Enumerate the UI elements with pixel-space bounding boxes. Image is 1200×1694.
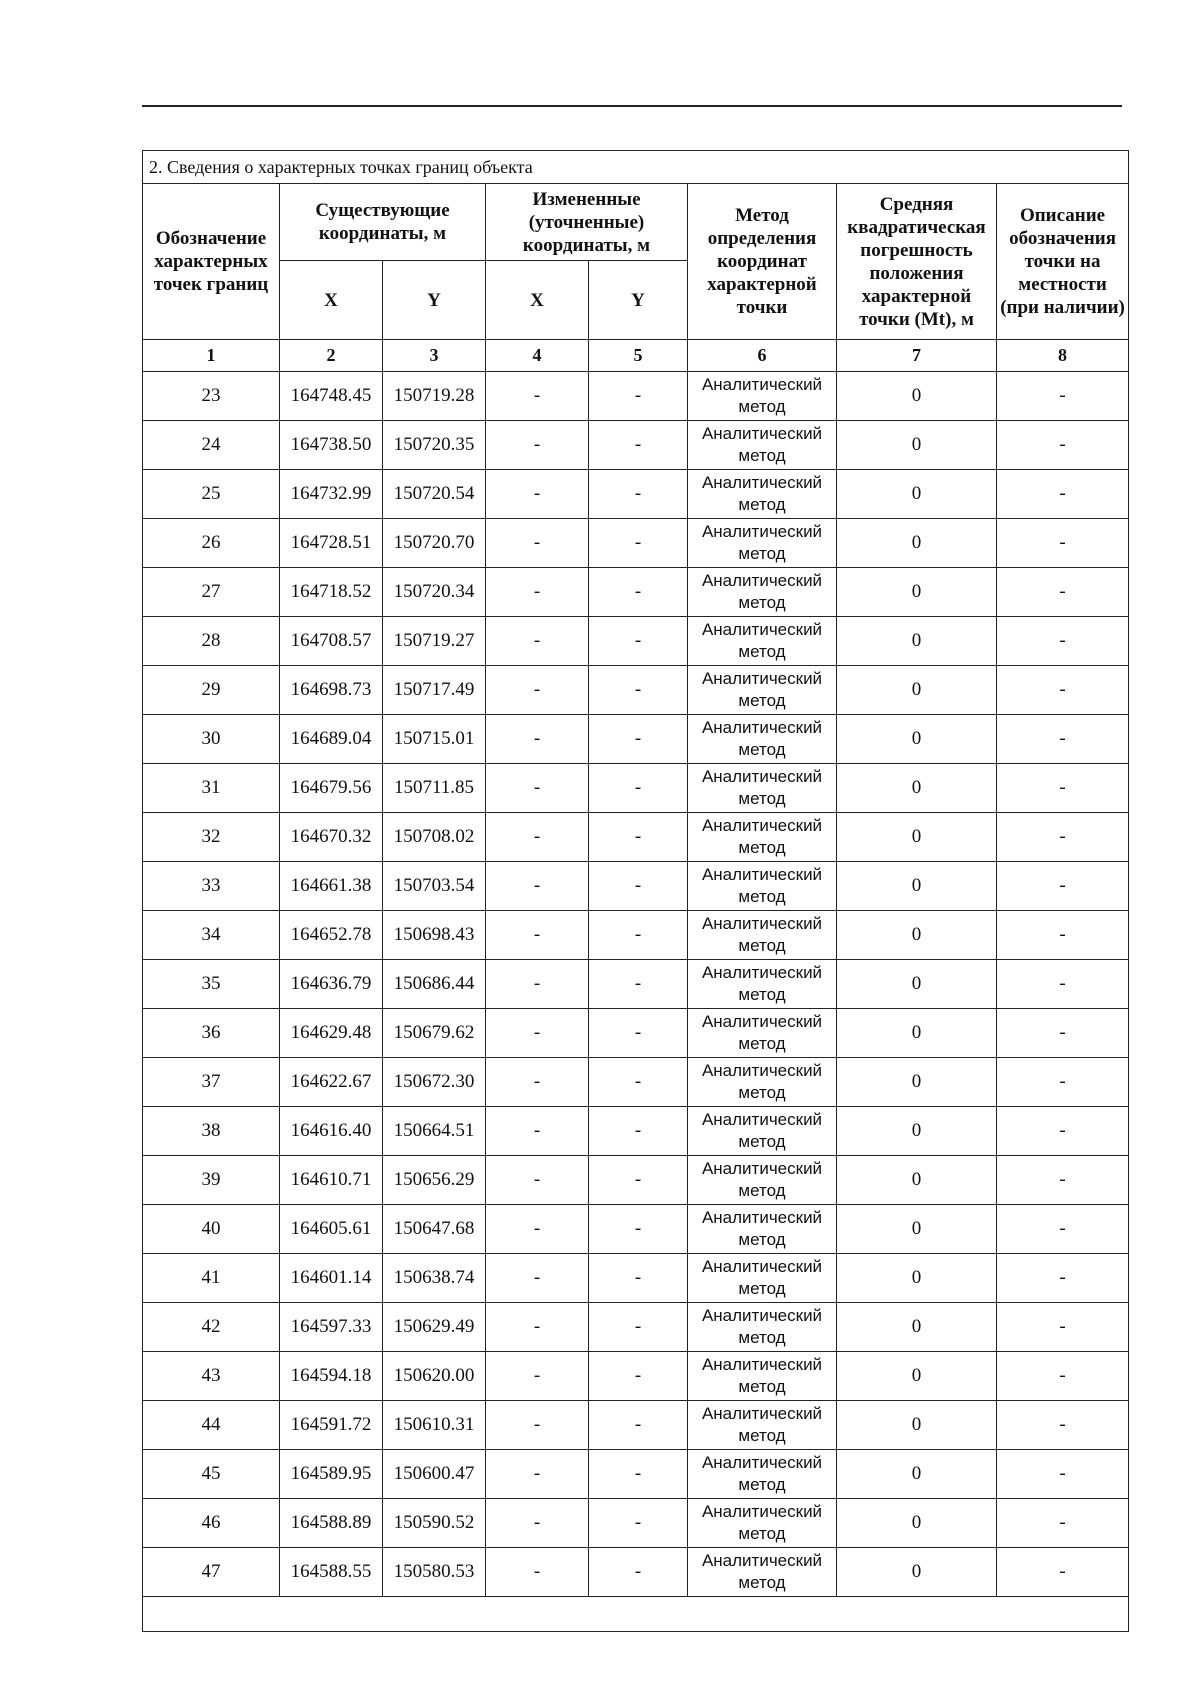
column-number-row — [143, 340, 1129, 372]
existing-y-cell: 150720.34 — [383, 568, 486, 617]
table-row — [143, 1205, 1129, 1254]
description-cell: - — [997, 666, 1129, 715]
point-number-cell: 46 — [143, 1499, 280, 1548]
changed-y-cell: - — [589, 666, 688, 715]
description-cell: - — [997, 1450, 1129, 1499]
point-number-cell: 37 — [143, 1058, 280, 1107]
description-cell: - — [997, 1009, 1129, 1058]
changed-y-cell: - — [589, 1499, 688, 1548]
existing-y-cell: 150629.49 — [383, 1303, 486, 1352]
table-row — [143, 372, 1129, 421]
error-cell: 0 — [837, 960, 997, 1009]
header-existing-coordinates: Существующие координаты, м — [280, 184, 486, 261]
changed-y-cell: - — [589, 1254, 688, 1303]
changed-y-cell: - — [589, 1303, 688, 1352]
error-cell: 0 — [837, 813, 997, 862]
existing-y-cell: 150580.53 — [383, 1548, 486, 1597]
existing-y-cell: 150703.54 — [383, 862, 486, 911]
changed-y-cell: - — [589, 1156, 688, 1205]
existing-y-cell: 150647.68 — [383, 1205, 486, 1254]
changed-y-cell: - — [589, 1352, 688, 1401]
description-cell: - — [997, 911, 1129, 960]
description-cell: - — [997, 1352, 1129, 1401]
method-cell: Аналитический метод — [688, 1499, 837, 1548]
existing-y-cell: 150720.70 — [383, 519, 486, 568]
method-cell: Аналитический метод — [688, 1205, 837, 1254]
error-cell: 0 — [837, 1548, 997, 1597]
description-cell: - — [997, 1499, 1129, 1548]
error-cell: 0 — [837, 1205, 997, 1254]
empty-footer-row — [143, 1597, 1129, 1632]
changed-x-cell: - — [486, 960, 589, 1009]
method-cell: Аналитический метод — [688, 813, 837, 862]
existing-x-cell: 164622.67 — [280, 1058, 383, 1107]
changed-y-cell: - — [589, 911, 688, 960]
existing-x-cell: 164588.89 — [280, 1499, 383, 1548]
description-cell: - — [997, 470, 1129, 519]
existing-y-cell: 150638.74 — [383, 1254, 486, 1303]
description-cell: - — [997, 764, 1129, 813]
existing-y-cell: 150600.47 — [383, 1450, 486, 1499]
description-cell: - — [997, 1401, 1129, 1450]
point-number-cell: 41 — [143, 1254, 280, 1303]
column-number: 3 — [383, 340, 486, 372]
error-cell: 0 — [837, 1401, 997, 1450]
method-cell: Аналитический метод — [688, 470, 837, 519]
method-cell: Аналитический метод — [688, 862, 837, 911]
changed-y-cell: - — [589, 470, 688, 519]
existing-x-cell: 164679.56 — [280, 764, 383, 813]
table-row — [143, 813, 1129, 862]
error-cell: 0 — [837, 421, 997, 470]
header-error: Средняя квадратическая погрешность положения характерной точки (Mt), м — [837, 184, 997, 340]
description-cell: - — [997, 1156, 1129, 1205]
method-cell: Аналитический метод — [688, 1450, 837, 1499]
method-cell: Аналитический метод — [688, 1352, 837, 1401]
existing-x-cell: 164588.55 — [280, 1548, 383, 1597]
method-cell: Аналитический метод — [688, 1107, 837, 1156]
changed-x-cell: - — [486, 1303, 589, 1352]
point-number-cell: 30 — [143, 715, 280, 764]
header-existing-x: X — [280, 261, 383, 340]
changed-x-cell: - — [486, 1254, 589, 1303]
changed-y-cell: - — [589, 1058, 688, 1107]
column-number: 1 — [143, 340, 280, 372]
description-cell: - — [997, 715, 1129, 764]
table-row — [143, 1401, 1129, 1450]
changed-y-cell: - — [589, 519, 688, 568]
changed-x-cell: - — [486, 617, 589, 666]
point-number-cell: 40 — [143, 1205, 280, 1254]
existing-x-cell: 164748.45 — [280, 372, 383, 421]
error-cell: 0 — [837, 1499, 997, 1548]
point-number-cell: 39 — [143, 1156, 280, 1205]
column-number: 2 — [280, 340, 383, 372]
point-number-cell: 35 — [143, 960, 280, 1009]
table-row — [143, 862, 1129, 911]
table-row — [143, 1058, 1129, 1107]
existing-x-cell: 164597.33 — [280, 1303, 383, 1352]
table-row — [143, 960, 1129, 1009]
point-number-cell: 29 — [143, 666, 280, 715]
table-row — [143, 1107, 1129, 1156]
existing-x-cell: 164605.61 — [280, 1205, 383, 1254]
table-row — [143, 1548, 1129, 1597]
description-cell: - — [997, 1548, 1129, 1597]
changed-y-cell: - — [589, 1450, 688, 1499]
method-cell: Аналитический метод — [688, 1156, 837, 1205]
error-cell: 0 — [837, 862, 997, 911]
table-row — [143, 1303, 1129, 1352]
changed-x-cell: - — [486, 519, 589, 568]
point-number-cell: 27 — [143, 568, 280, 617]
changed-x-cell: - — [486, 666, 589, 715]
point-number-cell: 28 — [143, 617, 280, 666]
description-cell: - — [997, 862, 1129, 911]
method-cell: Аналитический метод — [688, 1548, 837, 1597]
method-cell: Аналитический метод — [688, 519, 837, 568]
error-cell: 0 — [837, 764, 997, 813]
error-cell: 0 — [837, 715, 997, 764]
point-number-cell: 32 — [143, 813, 280, 862]
method-cell: Аналитический метод — [688, 1401, 837, 1450]
existing-x-cell: 164738.50 — [280, 421, 383, 470]
changed-x-cell: - — [486, 1058, 589, 1107]
table-row — [143, 1156, 1129, 1205]
error-cell: 0 — [837, 1107, 997, 1156]
error-cell: 0 — [837, 568, 997, 617]
table-row — [143, 666, 1129, 715]
method-cell: Аналитический метод — [688, 1254, 837, 1303]
boundary-points-table — [142, 150, 1129, 1632]
existing-x-cell: 164732.99 — [280, 470, 383, 519]
changed-x-cell: - — [486, 1156, 589, 1205]
point-number-cell: 38 — [143, 1107, 280, 1156]
error-cell: 0 — [837, 1450, 997, 1499]
point-number-cell: 36 — [143, 1009, 280, 1058]
existing-x-cell: 164689.04 — [280, 715, 383, 764]
existing-y-cell: 150711.85 — [383, 764, 486, 813]
changed-y-cell: - — [589, 372, 688, 421]
empty-footer-cell — [143, 1597, 1129, 1632]
description-cell: - — [997, 813, 1129, 862]
method-cell: Аналитический метод — [688, 372, 837, 421]
description-cell: - — [997, 960, 1129, 1009]
changed-y-cell: - — [589, 862, 688, 911]
existing-x-cell: 164652.78 — [280, 911, 383, 960]
existing-y-cell: 150698.43 — [383, 911, 486, 960]
existing-x-cell: 164589.95 — [280, 1450, 383, 1499]
changed-y-cell: - — [589, 960, 688, 1009]
point-number-cell: 31 — [143, 764, 280, 813]
header-changed-coordinates: Измененные (уточненные) координаты, м — [486, 184, 688, 261]
changed-x-cell: - — [486, 1352, 589, 1401]
error-cell: 0 — [837, 470, 997, 519]
changed-x-cell: - — [486, 1450, 589, 1499]
header-changed-x: X — [486, 261, 589, 340]
description-cell: - — [997, 1107, 1129, 1156]
error-cell: 0 — [837, 519, 997, 568]
point-number-cell: 34 — [143, 911, 280, 960]
header-existing-y: Y — [383, 261, 486, 340]
table-row — [143, 519, 1129, 568]
error-cell: 0 — [837, 1058, 997, 1107]
changed-x-cell: - — [486, 421, 589, 470]
changed-y-cell: - — [589, 1401, 688, 1450]
changed-x-cell: - — [486, 715, 589, 764]
changed-x-cell: - — [486, 862, 589, 911]
existing-x-cell: 164670.32 — [280, 813, 383, 862]
table-row — [143, 715, 1129, 764]
header-changed-y: Y — [589, 261, 688, 340]
existing-x-cell: 164594.18 — [280, 1352, 383, 1401]
description-cell: - — [997, 1058, 1129, 1107]
error-cell: 0 — [837, 1156, 997, 1205]
table-row — [143, 1352, 1129, 1401]
column-number: 7 — [837, 340, 997, 372]
existing-x-cell: 164661.38 — [280, 862, 383, 911]
existing-y-cell: 150590.52 — [383, 1499, 486, 1548]
error-cell: 0 — [837, 666, 997, 715]
table-row — [143, 470, 1129, 519]
table-row — [143, 1009, 1129, 1058]
point-number-cell: 42 — [143, 1303, 280, 1352]
header-method: Метод определения координат характерной точки — [688, 184, 837, 340]
error-cell: 0 — [837, 1303, 997, 1352]
column-number: 6 — [688, 340, 837, 372]
changed-y-cell: - — [589, 813, 688, 862]
point-number-cell: 23 — [143, 372, 280, 421]
description-cell: - — [997, 372, 1129, 421]
changed-x-cell: - — [486, 1009, 589, 1058]
existing-y-cell: 150715.01 — [383, 715, 486, 764]
method-cell: Аналитический метод — [688, 960, 837, 1009]
changed-y-cell: - — [589, 1009, 688, 1058]
existing-y-cell: 150686.44 — [383, 960, 486, 1009]
column-number: 4 — [486, 340, 589, 372]
table-title: 2. Сведения о характерных точках границ объекта — [143, 151, 1129, 184]
method-cell: Аналитический метод — [688, 1009, 837, 1058]
changed-x-cell: - — [486, 470, 589, 519]
description-cell: - — [997, 617, 1129, 666]
point-number-cell: 25 — [143, 470, 280, 519]
changed-x-cell: - — [486, 1499, 589, 1548]
existing-y-cell: 150656.29 — [383, 1156, 486, 1205]
column-number: 8 — [997, 340, 1129, 372]
changed-y-cell: - — [589, 617, 688, 666]
existing-x-cell: 164708.57 — [280, 617, 383, 666]
existing-y-cell: 150720.35 — [383, 421, 486, 470]
changed-x-cell: - — [486, 1548, 589, 1597]
point-number-cell: 45 — [143, 1450, 280, 1499]
changed-x-cell: - — [486, 1107, 589, 1156]
column-number: 5 — [589, 340, 688, 372]
page-top-rule — [142, 105, 1122, 107]
method-cell: Аналитический метод — [688, 1058, 837, 1107]
existing-y-cell: 150717.49 — [383, 666, 486, 715]
table-row — [143, 568, 1129, 617]
error-cell: 0 — [837, 1352, 997, 1401]
method-cell: Аналитический метод — [688, 764, 837, 813]
header-designation: Обозначение характерных точек границ — [143, 184, 280, 340]
existing-y-cell: 150719.27 — [383, 617, 486, 666]
point-number-cell: 43 — [143, 1352, 280, 1401]
method-cell: Аналитический метод — [688, 568, 837, 617]
description-cell: - — [997, 568, 1129, 617]
point-number-cell: 47 — [143, 1548, 280, 1597]
table-row — [143, 1254, 1129, 1303]
method-cell: Аналитический метод — [688, 617, 837, 666]
existing-x-cell: 164728.51 — [280, 519, 383, 568]
existing-x-cell: 164629.48 — [280, 1009, 383, 1058]
existing-x-cell: 164601.14 — [280, 1254, 383, 1303]
description-cell: - — [997, 1254, 1129, 1303]
header-description: Описание обозначения точки на местности (при наличии) — [997, 184, 1129, 340]
changed-x-cell: - — [486, 813, 589, 862]
existing-y-cell: 150708.02 — [383, 813, 486, 862]
existing-x-cell: 164616.40 — [280, 1107, 383, 1156]
changed-y-cell: - — [589, 1548, 688, 1597]
table-row — [143, 1499, 1129, 1548]
table-row — [143, 911, 1129, 960]
changed-x-cell: - — [486, 568, 589, 617]
existing-y-cell: 150720.54 — [383, 470, 486, 519]
existing-y-cell: 150679.62 — [383, 1009, 486, 1058]
table-body — [143, 372, 1129, 1597]
changed-y-cell: - — [589, 1107, 688, 1156]
method-cell: Аналитический метод — [688, 1303, 837, 1352]
existing-x-cell: 164636.79 — [280, 960, 383, 1009]
description-cell: - — [997, 519, 1129, 568]
existing-y-cell: 150719.28 — [383, 372, 486, 421]
existing-x-cell: 164698.73 — [280, 666, 383, 715]
point-number-cell: 26 — [143, 519, 280, 568]
table-row — [143, 421, 1129, 470]
point-number-cell: 33 — [143, 862, 280, 911]
error-cell: 0 — [837, 1254, 997, 1303]
description-cell: - — [997, 1303, 1129, 1352]
method-cell: Аналитический метод — [688, 715, 837, 764]
changed-x-cell: - — [486, 1205, 589, 1254]
error-cell: 0 — [837, 1009, 997, 1058]
existing-y-cell: 150664.51 — [383, 1107, 486, 1156]
changed-y-cell: - — [589, 764, 688, 813]
changed-y-cell: - — [589, 421, 688, 470]
changed-x-cell: - — [486, 1401, 589, 1450]
method-cell: Аналитический метод — [688, 421, 837, 470]
existing-y-cell: 150672.30 — [383, 1058, 486, 1107]
changed-x-cell: - — [486, 764, 589, 813]
changed-x-cell: - — [486, 911, 589, 960]
changed-x-cell: - — [486, 372, 589, 421]
method-cell: Аналитический метод — [688, 911, 837, 960]
table-row — [143, 617, 1129, 666]
point-number-cell: 44 — [143, 1401, 280, 1450]
existing-y-cell: 150620.00 — [383, 1352, 486, 1401]
description-cell: - — [997, 421, 1129, 470]
error-cell: 0 — [837, 911, 997, 960]
changed-y-cell: - — [589, 715, 688, 764]
table-row — [143, 1450, 1129, 1499]
existing-y-cell: 150610.31 — [383, 1401, 486, 1450]
existing-x-cell: 164610.71 — [280, 1156, 383, 1205]
point-number-cell: 24 — [143, 421, 280, 470]
error-cell: 0 — [837, 372, 997, 421]
method-cell: Аналитический метод — [688, 666, 837, 715]
table-row — [143, 764, 1129, 813]
existing-x-cell: 164591.72 — [280, 1401, 383, 1450]
error-cell: 0 — [837, 617, 997, 666]
changed-y-cell: - — [589, 1205, 688, 1254]
changed-y-cell: - — [589, 568, 688, 617]
existing-x-cell: 164718.52 — [280, 568, 383, 617]
description-cell: - — [997, 1205, 1129, 1254]
